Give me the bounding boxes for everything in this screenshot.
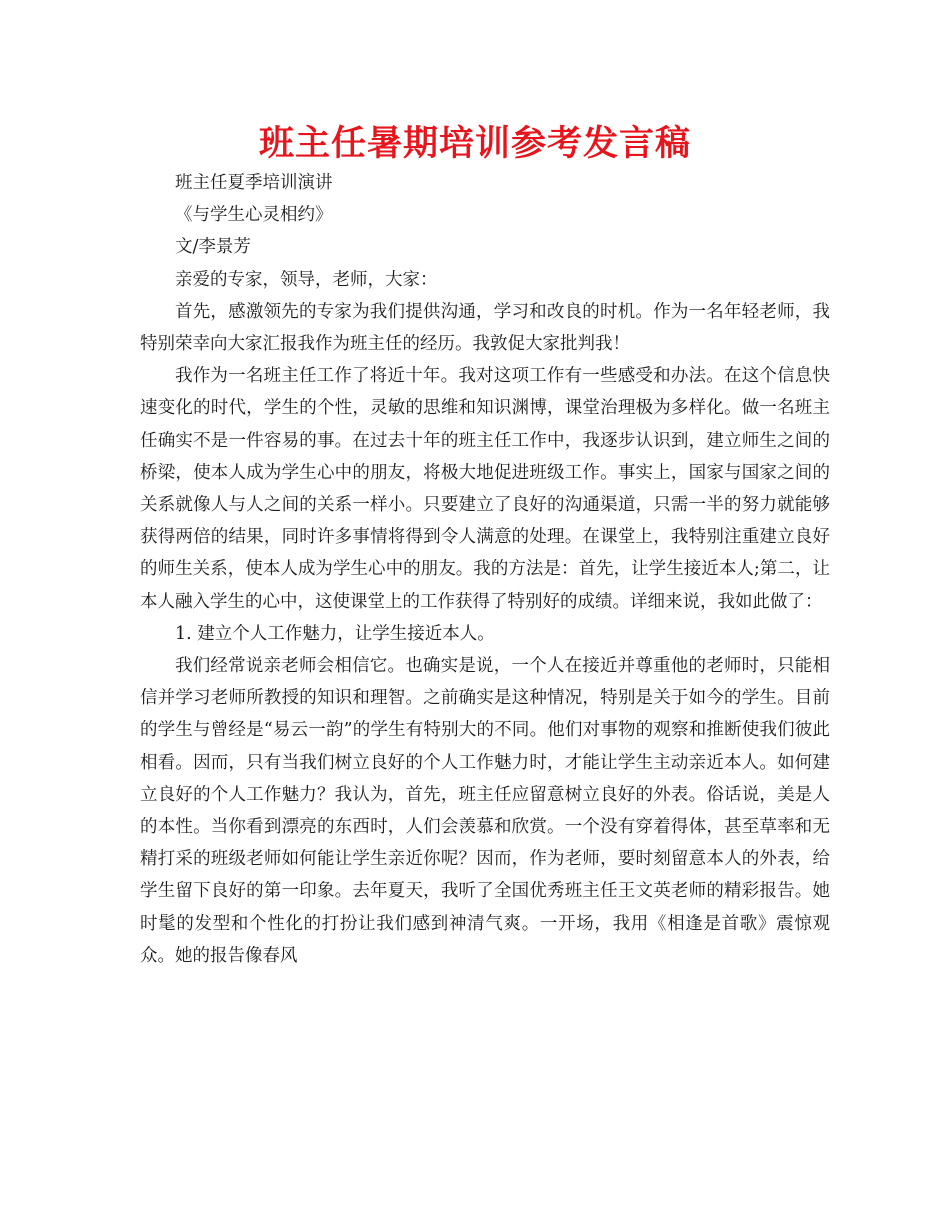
author-line: 文/李景芳 <box>175 237 251 258</box>
subtitle-line: 班主任夏季培训演讲 <box>175 173 333 193</box>
section-heading-1: 1. 建立个人工作魅力，让学生接近本人。 <box>175 623 495 644</box>
paragraph-experience: 我作为一名班主任工作了将近十年。我对这项工作有一些感受和办法。在这个信息快速变化的时代，学生的个性，灵敏的思维和知识渊博，课堂治理极为多样化。做一名班主任确实不是一件容易的事。在过去十年的班主任工作中，我逐步认识到，建立师生之间的桥梁，使本人成为学生心中的朋友，将极大地促进班级工作。事实上，国家与国家之间的关系就像人与人之间的关系一样小。只要建立了良好的沟通渠道，只需一半的努力就能够获得两倍的结果，同时许多事情将得到令人满意的处理。在课堂上，我特别注重建立良好的师生关系，使本人成为学生心中的朋友。我的方法是：首先，让学生接近本人;第二，让本人融入学生的心中，这使课堂上的工作获得了特别好的成绩。详细来说，我如此做了： <box>140 366 830 612</box>
document-body <box>140 167 830 972</box>
paragraph-charm: 我们经常说亲老师会相信它。也确实是说，一个人在接近并尊重他的老师时，只能相信并学习老师所教授的知识和理智。之前确实是这种情况，特别是关于如今的学生。目前的学生与曾经是“易云一韵”的学生有特别大的不同。他们对事物的观察和推断使我们彼此相看。因而，只有当我们树立良好的个人工作魅力时，才能让学生主动亲近本人。如何建立良好的个人工作魅力？我认为，首先，班主任应留意树立良好的外表。俗话说，美是人的本性。当你看到漂亮的东西时，人们会羡慕和欣赏。一个没有穿着得体，甚至草率和无精打采的班级老师如何能让学生亲近你呢？因而，作为老师，要时刻留意本人的外表，给学生留下良好的第一印象。去年夏天，我听了全国优秀班主任王文英老师的精彩报告。她时髦的发型和个性化的打扮让我们感到神清气爽。一开场，我用《相逢是首歌》震惊观众。她的报告像春风 <box>140 656 830 966</box>
paragraph-opening: 首先，感激领先的专家为我们提供沟通，学习和改良的时机。作为一名年轻老师，我特别荣幸向大家汇报我作为班主任的经历。我敦促大家批判我！ <box>140 301 830 355</box>
document-title: 班主任暑期培训参考发言稿 <box>258 124 691 164</box>
speech-title: 《与学生心灵相约》 <box>175 205 333 226</box>
salutation: 亲爱的专家，领导，老师，大家： <box>175 269 438 290</box>
